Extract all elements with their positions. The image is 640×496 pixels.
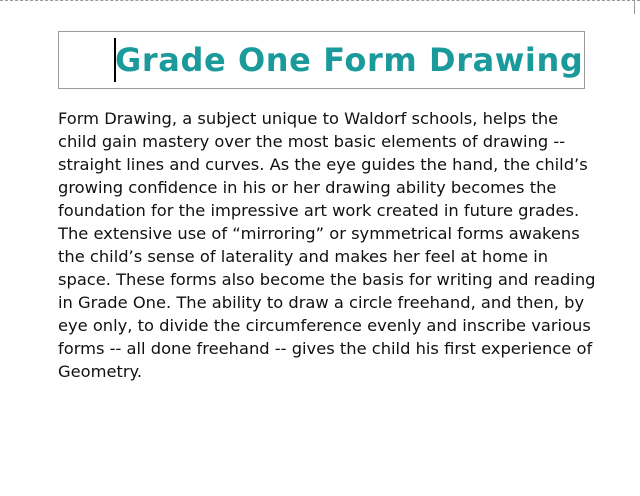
body-text-frame[interactable] <box>58 107 598 383</box>
page-title[interactable]: Grade One Form Drawing <box>115 41 584 79</box>
page-corner-marker <box>634 0 640 14</box>
page-top-dashed-rule <box>0 0 640 3</box>
title-text-frame[interactable] <box>58 31 585 89</box>
body-paragraph-1: Form Drawing, a subject unique to Waldorf schools, helps the child gain mastery over the most basic elements of drawing -- straight lines and curves. As the eye guides the hand, the child’s growing confidence in his or her drawing ability becomes the foundation for the impressive art work created in future grades. <box>58 109 588 220</box>
body-paragraph-2: The extensive use of “mirroring” or symmetrical forms awakens the child’s sense of laterality and makes her feel at home in space. These forms also become the basis for writing and reading in Grade One. The ability to draw a circle freehand, and then, by eye only, to divide the circumference evenly and inscribe various forms -- all done freehand -- gives the child his first experience of Geometry. <box>58 224 596 381</box>
